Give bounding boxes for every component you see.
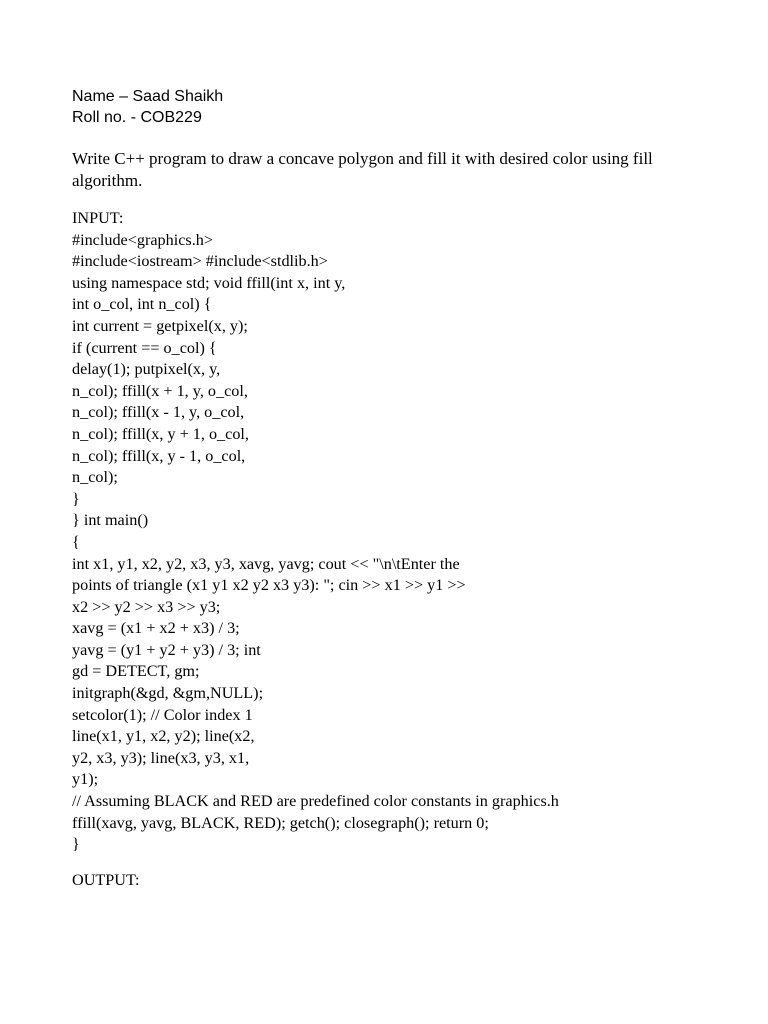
code-line: gd = DETECT, gm; (72, 662, 200, 681)
code-line: setcolor(1); // Color index 1 (72, 705, 253, 724)
code-line: line(x1, y1, x2, y2); line(x2, (72, 727, 255, 746)
code-line: } int main() (72, 511, 149, 530)
code-line: y2, x3, y3); line(x3, y3, x1, (72, 748, 250, 767)
student-name: Name – Saad Shaikh (72, 88, 224, 105)
code-line: n_col); ffill(x - 1, y, o_col, (72, 403, 245, 422)
code-line: int x1, y1, x2, y2, x3, y3, xavg, yavg; cout << "\n\tEnter the (72, 554, 460, 573)
code-line: { (72, 532, 80, 551)
input-label: INPUT: (72, 209, 124, 227)
task-statement (72, 148, 712, 192)
code-line: yavg = (y1 + y2 + y3) / 3; int (72, 640, 261, 659)
task-line-2: algorithm. (72, 171, 143, 190)
student-info (72, 86, 223, 128)
code-line: if (current == o_col) { (72, 338, 217, 357)
code-line: x2 >> y2 >> x3 >> y3; (72, 597, 221, 616)
code-line: n_col); ffill(x, y - 1, o_col, (72, 446, 246, 465)
code-line: int current = getpixel(x, y); (72, 316, 248, 335)
output-label: OUTPUT: (72, 871, 140, 889)
output-section (72, 870, 140, 892)
code-line: n_col); (72, 468, 118, 487)
code-line: int o_col, int n_col) { (72, 295, 212, 314)
code-line: // Assuming BLACK and RED are predefined color constants in graphics.h (72, 792, 559, 811)
task-line-1: Write C++ program to draw a concave polygon and fill it with desired color using fill (72, 149, 653, 168)
code-line: initgraph(&gd, &gm,NULL); (72, 684, 264, 703)
code-line: n_col); ffill(x + 1, y, o_col, (72, 381, 248, 400)
code-line: #include<iostream> #include<stdlib.h> (72, 252, 328, 271)
code-line: } (72, 835, 80, 854)
input-code-section (72, 208, 559, 856)
code-line: #include<graphics.h> (72, 230, 213, 249)
code-line: xavg = (x1 + x2 + x3) / 3; (72, 619, 240, 638)
code-line: } (72, 489, 80, 508)
code-line: n_col); ffill(x, y + 1, o_col, (72, 424, 249, 443)
roll-number: Roll no. - COB229 (72, 109, 202, 126)
code-line: points of triangle (x1 y1 x2 y2 x3 y3): "; cin >> x1 >> y1 >> (72, 576, 466, 595)
code-line: delay(1); putpixel(x, y, (72, 360, 221, 379)
code-line: ffill(xavg, yavg, BLACK, RED); getch(); closegraph(); return 0; (72, 813, 489, 832)
code-line: y1); (72, 770, 99, 789)
code-line: using namespace std; void ffill(int x, int y, (72, 273, 346, 292)
